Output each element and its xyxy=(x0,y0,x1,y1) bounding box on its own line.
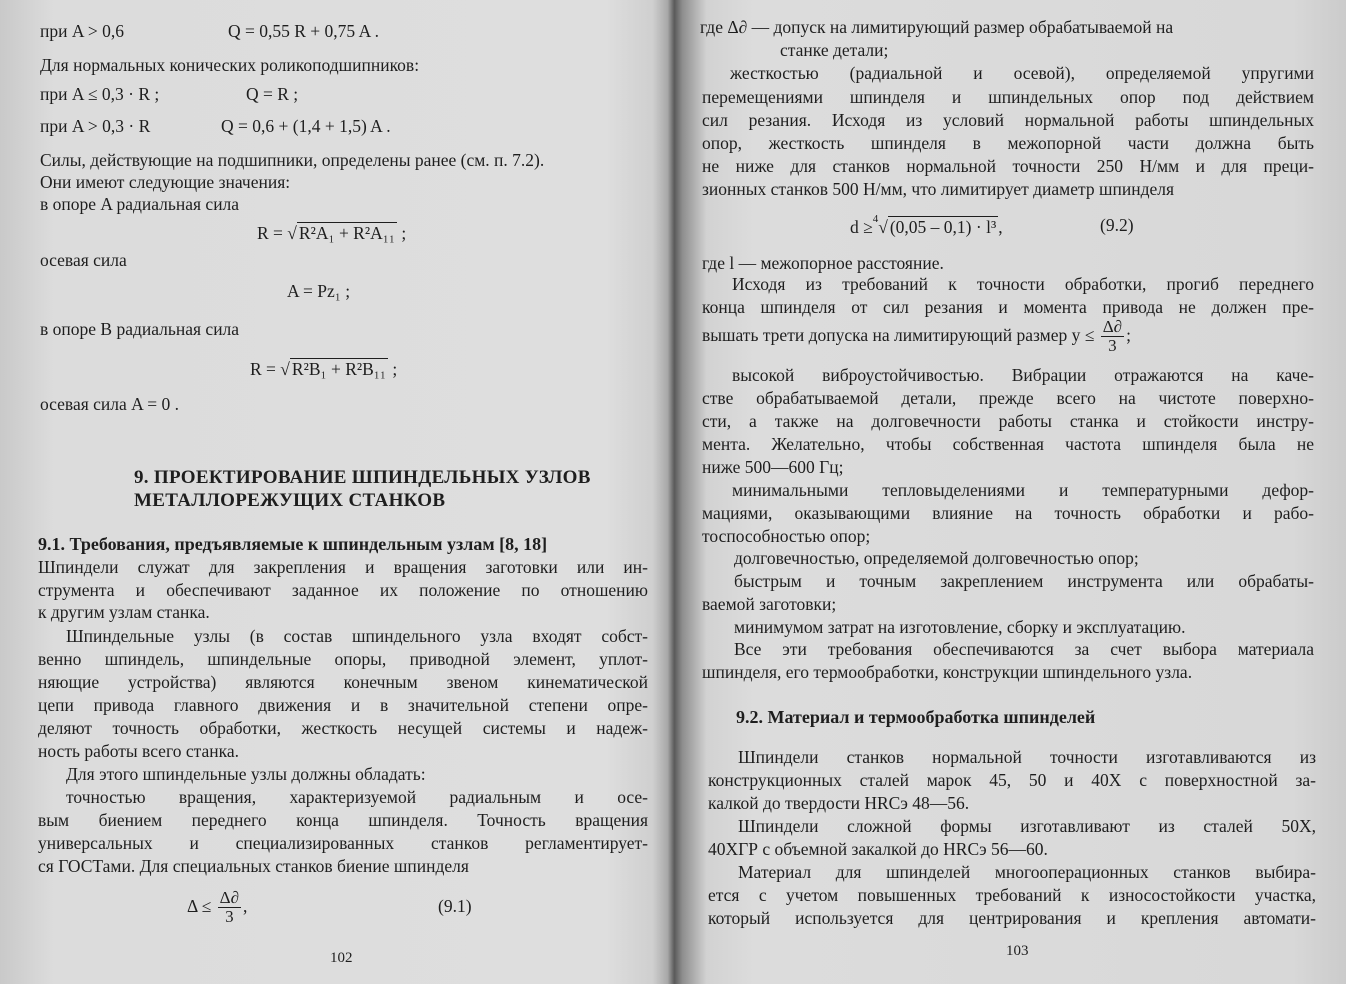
body-text-line: Шпиндели сложной формы изготавливают из сталей 50Х, xyxy=(738,816,1316,836)
body-text-line: где Δ∂ — допуск на лимитирующий размер обрабатываемой на xyxy=(700,17,1174,37)
body-text-line: долговечностью, определяемой долговечностью опор; xyxy=(734,548,1139,568)
body-text-line: ется с учетом повышенных требований к износостойкости участка, xyxy=(708,885,1316,905)
body-text-line: в опоре A радиальная сила xyxy=(40,194,240,214)
formula-lhs: d ≥ xyxy=(850,216,873,237)
body-text-line: Для этого шпиндельные узлы должны обладать: xyxy=(66,764,426,784)
fraction xyxy=(1101,318,1124,355)
formula-axial-force: A = Pz₁ ; xyxy=(287,281,351,301)
page-number: 103 xyxy=(1006,943,1029,959)
section-heading: 9.2. Материал и термообработка шпинделей xyxy=(736,707,1096,727)
formula-end: , xyxy=(998,216,1003,237)
formula-text: Q = R ; xyxy=(246,84,299,104)
page-number: 102 xyxy=(330,950,353,966)
body-text-line: минимальными тепловыделениями и температурными дефор- xyxy=(732,480,1314,500)
body-text-line: деляют точность обработки, жесткость несущей системы и надеж- xyxy=(38,718,648,738)
body-text-line: Материал для шпинделей многооперационных станков выбира- xyxy=(738,862,1316,882)
fraction-denominator: 3 xyxy=(225,907,234,927)
body-text-line: Все эти требования обеспечиваются за счет выбора материала xyxy=(734,639,1314,659)
chapter-heading: 9. ПРОЕКТИРОВАНИЕ ШПИНДЕЛЬНЫХ УЗЛОВ xyxy=(134,467,591,488)
body-text-line: Силы, действующие на подшипники, определены ранее (см. п. 7.2). xyxy=(40,150,545,170)
body-text-line: не ниже для станков нормальной точности 250 Н/мм и для преци- xyxy=(702,156,1314,176)
body-text-line: цепи привода главного движения и в значительной степени опре- xyxy=(38,695,648,715)
body-text-line: калкой до твердости HRCэ 48—56. xyxy=(708,793,970,813)
formula-runout xyxy=(187,886,247,926)
fraction-numerator: Δ∂ xyxy=(1102,317,1123,337)
body-text-line: Шпиндельные узлы (в состав шпиндельного узла входят собст- xyxy=(66,626,648,646)
fraction-denominator: 3 xyxy=(1108,336,1117,356)
body-text-line: универсальных и специализированных станков регламентирует- xyxy=(38,833,648,853)
body-text-line: осевая сила xyxy=(40,250,127,270)
body-text-line: опор, жесткость шпинделя в межопорной части должна быть xyxy=(702,133,1314,153)
body-text-line: жесткостью (радиальной и осевой), определяемой упругими xyxy=(730,63,1314,83)
condition-text: при A ≤ 0,3 · R ; xyxy=(40,84,160,104)
section-heading: 9.1. Требования, предъявляемые к шпиндельным узлам [8, 18] xyxy=(38,534,548,554)
body-text-line: где l — межопорное расстояние. xyxy=(702,253,944,273)
body-text-line: Для нормальных конических роликоподшипников: xyxy=(40,55,420,75)
formula-radicand: R²A₁ + R²A₁₁ xyxy=(298,223,395,243)
formula-lhs: Δ ≤ xyxy=(187,896,212,916)
body-text-line: в опоре B радиальная сила xyxy=(40,319,240,339)
body-text-line: зионных станков 500 Н/мм, что лимитирует диаметр шпинделя xyxy=(702,179,1175,199)
formula-lhs: R = √ xyxy=(257,223,297,243)
body-text-line: вым биением переднего конца шпинделя. Точность вращения xyxy=(38,810,648,830)
body-text-line: осевая сила A = 0 . xyxy=(40,394,179,414)
body-text-line: конструкционных сталей марок 45, 50 и 40Х с поверхностной за- xyxy=(708,770,1316,790)
formula-end: ; xyxy=(401,223,407,243)
body-text-line: мента. Желательно, чтобы собственная частота шпинделя была не xyxy=(702,434,1314,454)
formula-radial-force-a xyxy=(257,222,406,244)
body-text-line: ность работы всего станка. xyxy=(38,741,239,761)
formula-radial-force-b xyxy=(250,358,397,380)
left-page xyxy=(0,0,670,984)
body-text-line: к другим узлам станка. xyxy=(38,602,210,622)
body-text-line: вышать трети допуска на лимитирующий размер y ≤ xyxy=(702,325,1095,345)
formula-radicand: (0,05 – 0,1) · l³ xyxy=(889,216,997,237)
condition-text: при A > 0,3 · R xyxy=(40,116,151,136)
right-page xyxy=(676,0,1346,984)
equation-number: (9.1) xyxy=(438,896,472,916)
body-text-line: перемещениями шпинделя и шпиндельных опор под действием xyxy=(702,87,1314,107)
body-text-line: струмента и обеспечивают заданное их положение по отношению xyxy=(38,580,648,600)
body-text-line: сти, а также на долговечности работы станка и стойкости инстру- xyxy=(702,411,1314,431)
body-text-line: тоспособностью опор; xyxy=(702,526,871,546)
body-text-line: Шпиндели станков нормальной точности изготавливаются из xyxy=(738,747,1316,767)
formula-end: , xyxy=(243,896,248,916)
formula-end: ; xyxy=(1126,325,1131,345)
body-text-line: высокой виброустойчивостью. Вибрации отражаются на каче- xyxy=(732,365,1314,385)
formula-text: Q = 0,6 + (1,4 + 1,5) A . xyxy=(221,116,391,136)
root-index: 4 xyxy=(872,213,879,225)
formula-radicand: R²B₁ + R²B₁₁ xyxy=(291,359,387,379)
body-text-line: Шпиндели служат для закрепления и вращения заготовки или ин- xyxy=(38,557,648,577)
fraction-numerator: Δ∂ xyxy=(219,888,239,908)
body-text-line: мациями, оказывающими влияние на точность обработки и рабо- xyxy=(702,503,1314,523)
body-text-line: няющие устройства) являются конечным звеном кинематической xyxy=(38,672,648,692)
equation-number: (9.2) xyxy=(1100,215,1134,235)
body-text-line: быстрым и точным закреплением инструмента или обрабаты- xyxy=(734,571,1314,591)
root-sign: √ xyxy=(878,216,888,237)
body-text-line: сил резания. Исходя из условий нормальной работы шпиндельных xyxy=(702,110,1314,130)
chapter-heading: МЕТАЛЛОРЕЖУЩИХ СТАНКОВ xyxy=(134,490,446,511)
body-text-line: минимумом затрат на изготовление, сборку и эксплуатацию. xyxy=(734,617,1186,637)
body-text-line: ниже 500—600 Гц; xyxy=(702,457,844,477)
body-text-line: точностью вращения, характеризуемой радиальным и осе- xyxy=(66,787,648,807)
body-text-line: Исходя из требований к точности обработки, прогиб переднего xyxy=(732,274,1314,294)
body-text-line: Они имеют следующие значения: xyxy=(40,172,291,192)
body-text-line: 40ХГР с объемной закалкой до HRCэ 56—60. xyxy=(708,839,1048,859)
formula-deflection xyxy=(702,315,1131,355)
body-text-line: шпинделя, его термообработки, конструкции шпиндельного узла. xyxy=(702,662,1193,682)
body-text-line: станке детали; xyxy=(780,40,889,60)
formula-end: ; xyxy=(392,359,398,379)
body-text-line: который используется для центрирования и крепления автомати- xyxy=(708,908,1316,928)
formula-lhs: R = √ xyxy=(250,359,290,379)
condition-text: при A > 0,6 xyxy=(40,21,125,41)
body-text-line: венно шпиндель, шпиндельные опоры, приводной элемент, уплот- xyxy=(38,649,648,669)
body-text-line: стве обрабатываемой детали, прежде всего на чистоте поверхно- xyxy=(702,388,1314,408)
fraction xyxy=(218,889,241,926)
body-text-line: ся ГОСТами. Для специальных станков биение шпинделя xyxy=(38,856,469,876)
formula-text: Q = 0,55 R + 0,75 A . xyxy=(228,21,380,41)
body-text-line: ваемой заготовки; xyxy=(702,594,837,614)
formula-diameter xyxy=(850,212,1003,238)
body-text-line: конца шпинделя от сил резания и момента привода не должен пре- xyxy=(702,297,1314,317)
